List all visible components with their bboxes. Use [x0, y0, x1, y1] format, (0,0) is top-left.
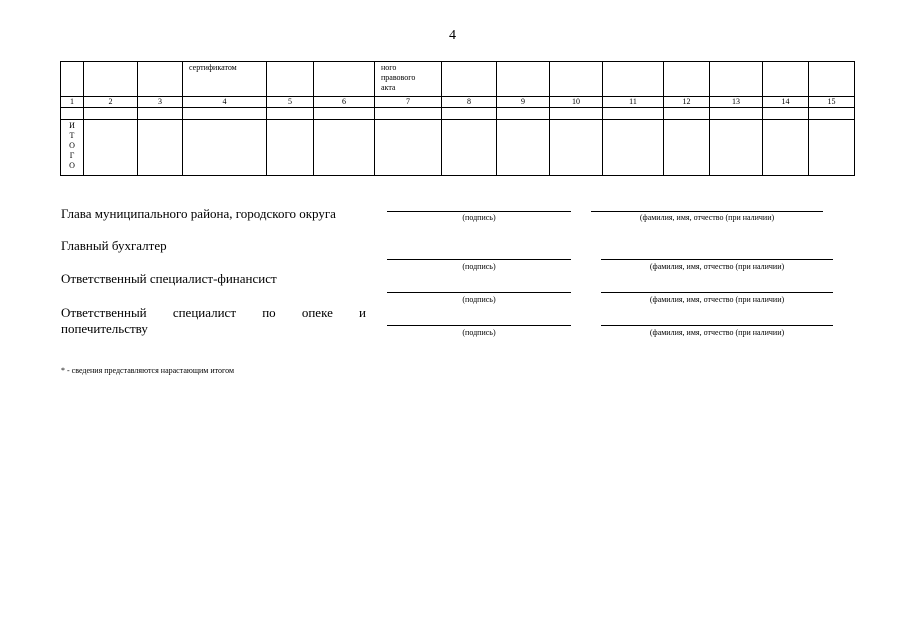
table-cell: [497, 108, 550, 120]
table-cell: [61, 62, 84, 97]
table-cell: [550, 120, 603, 176]
table-cell: [664, 120, 710, 176]
signature-caption: (подпись): [462, 328, 496, 337]
signature-label-guardianship-line1: Ответственный специалист по опеке и: [61, 305, 366, 320]
column-number: 12: [664, 97, 710, 108]
name-line[interactable]: [601, 259, 833, 260]
table-cell: [550, 108, 603, 120]
table-cell: [375, 108, 442, 120]
table-cell: [375, 120, 442, 176]
name-line[interactable]: [591, 211, 823, 212]
signature-caption: (подпись): [462, 213, 496, 222]
total-letter: О: [69, 161, 75, 170]
name-caption: (фамилия, имя, отчество (при наличии): [649, 295, 785, 304]
signature-label-financier: Ответственный специалист-финансист: [61, 271, 277, 286]
name-line[interactable]: [601, 325, 833, 326]
column-number: 14: [763, 97, 809, 108]
column-number: 13: [710, 97, 763, 108]
signature-line[interactable]: [387, 292, 571, 293]
table-cell: [763, 120, 809, 176]
table-cell: [183, 108, 267, 120]
table-cell: [809, 108, 855, 120]
total-letter: О: [69, 141, 75, 150]
header-cell-col7: [375, 62, 442, 97]
name-caption: (фамилия, имя, отчество (при наличии): [639, 213, 775, 222]
column-number: 9: [497, 97, 550, 108]
table-cell: [664, 62, 710, 97]
name-caption: (фамилия, имя, отчество (при наличии): [649, 262, 785, 271]
table-cell: [442, 108, 497, 120]
signature-label-head: Глава муниципального района, городского округа: [61, 206, 336, 221]
table-cell: [84, 108, 138, 120]
signature-caption: (подпись): [462, 295, 496, 304]
table-cell: [61, 108, 84, 120]
table-cell: [763, 62, 809, 97]
column-number: 10: [550, 97, 603, 108]
total-letter: Г: [69, 151, 75, 160]
empty-row: [61, 108, 855, 120]
table-cell: [183, 120, 267, 176]
table-cell: [314, 108, 375, 120]
table-cell: [664, 108, 710, 120]
table-cell: [710, 62, 763, 97]
header-cell-col4: сертификатом: [183, 62, 267, 97]
column-number: 8: [442, 97, 497, 108]
table-cell: [84, 120, 138, 176]
name-caption: (фамилия, имя, отчество (при наличии): [649, 328, 785, 337]
header-text: ного: [381, 63, 397, 72]
column-number: 6: [314, 97, 375, 108]
table-cell: [603, 120, 664, 176]
column-number: 11: [603, 97, 664, 108]
table-cell: [809, 120, 855, 176]
table-cell: [550, 62, 603, 97]
column-number: 5: [267, 97, 314, 108]
header-text: акта: [381, 83, 396, 92]
signature-label-accountant: Главный бухгалтер: [61, 238, 167, 253]
signature-line[interactable]: [387, 325, 571, 326]
table-cell: [809, 62, 855, 97]
column-number: 7: [375, 97, 442, 108]
footnote: * - сведения представляются нарастающим итогом: [61, 366, 235, 375]
column-number-row: [61, 97, 855, 108]
column-number: 15: [809, 97, 855, 108]
table-cell: [267, 120, 314, 176]
report-table: [60, 61, 855, 176]
total-letter: И: [69, 121, 75, 130]
signature-label-guardianship-line2: попечительству: [61, 321, 148, 336]
table-cell: [267, 62, 314, 97]
total-letter: Т: [69, 131, 75, 140]
signature-caption: (подпись): [462, 262, 496, 271]
table-cell: [267, 108, 314, 120]
table-cell: [138, 120, 183, 176]
table-cell: [710, 108, 763, 120]
table-cell: [138, 108, 183, 120]
total-label: [61, 120, 83, 171]
page-number: 4: [449, 28, 456, 43]
table-cell: [603, 62, 664, 97]
table-cell: [314, 120, 375, 176]
table-cell: [314, 62, 375, 97]
column-number: 3: [138, 97, 183, 108]
table-cell: [497, 120, 550, 176]
table-cell: [497, 62, 550, 97]
header-text: правового: [381, 73, 416, 82]
total-row: [61, 120, 855, 176]
signature-line[interactable]: [387, 211, 571, 212]
name-line[interactable]: [601, 292, 833, 293]
total-label-cell: [61, 120, 84, 176]
column-number: 2: [84, 97, 138, 108]
table-cell: [710, 120, 763, 176]
table-cell: [138, 62, 183, 97]
table-header-row: [61, 62, 855, 97]
table-cell: [442, 120, 497, 176]
table-cell: [442, 62, 497, 97]
table-cell: [84, 62, 138, 97]
column-number: 4: [183, 97, 267, 108]
column-number: 1: [61, 97, 84, 108]
table-cell: [763, 108, 809, 120]
signature-line[interactable]: [387, 259, 571, 260]
table-cell: [603, 108, 664, 120]
